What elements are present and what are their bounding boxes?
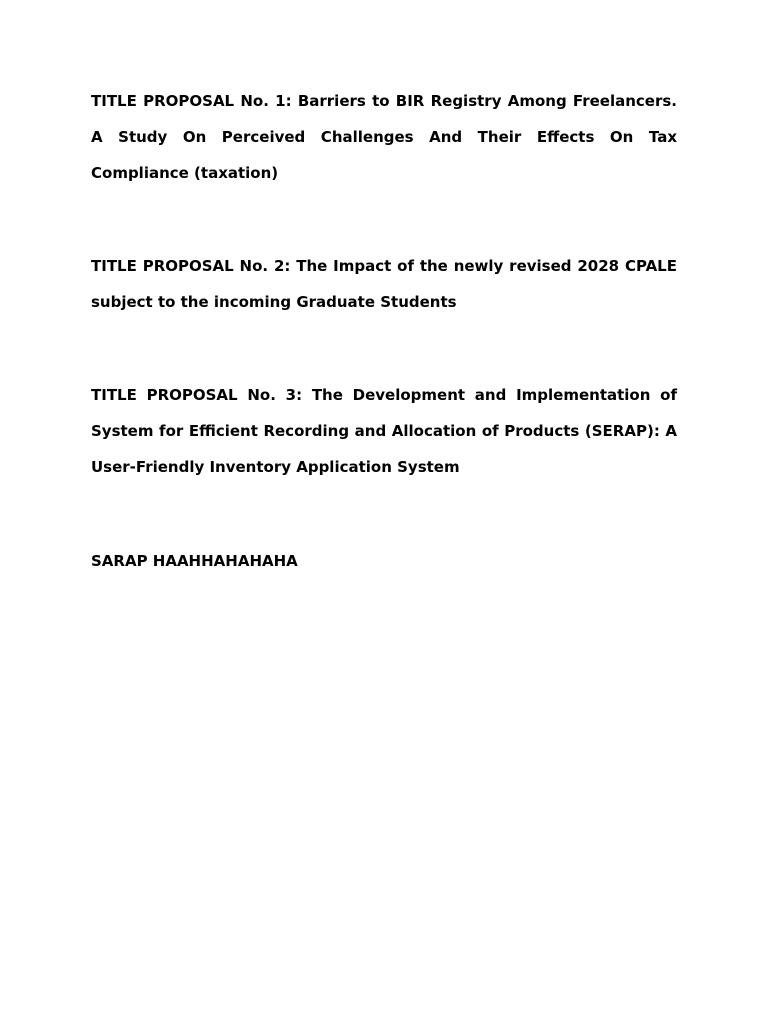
title-proposal-3: TITLE PROPOSAL No. 3: The Development and Implementation of System for Efficient Recording and Allocation of Products (SERAP): A User-Friendly Inventory Application System	[91, 386, 677, 476]
closing-note: SARAP HAAHHAHAHAHA	[91, 552, 298, 570]
title-proposal-2: TITLE PROPOSAL No. 2: The Impact of the newly revised 2028 CPALE subject to the incoming Graduate Students	[91, 257, 677, 311]
title-proposal-1: TITLE PROPOSAL No. 1: Barriers to BIR Registry Among Freelancers. A Study On Perceived Challenges And Their Effects On Tax Compliance (taxation)	[91, 92, 677, 182]
